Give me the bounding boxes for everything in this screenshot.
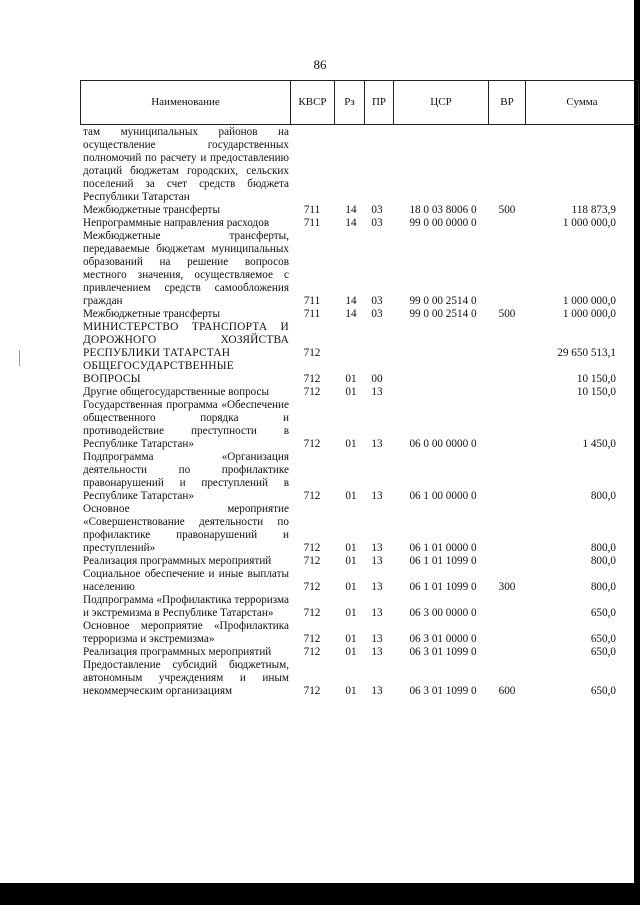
row-name: Государственная программа «Обеспечение общественного порядка и противодействие преступности в Республике Татарстан»	[83, 399, 289, 450]
row-name: Реализация программных мероприятий	[83, 555, 272, 567]
row-vr: 300	[498, 581, 516, 593]
col-header-kvsr: КВСР	[290, 81, 334, 124]
row-kvsr: 712	[303, 386, 321, 398]
table-header	[80, 80, 639, 125]
row-rz: 01	[345, 373, 357, 385]
row-pr: 03	[371, 204, 383, 216]
col-header-vr: ВР	[488, 81, 525, 124]
row-rz: 01	[345, 555, 357, 567]
table-row	[0, 620, 640, 646]
row-pr: 03	[371, 295, 383, 307]
row-name: Подпрограмма «Профилактика терроризма и экстремизма в Республике Татарстан»	[83, 594, 289, 619]
table-row	[0, 568, 640, 594]
row-csr: 06 1 01 1099 0	[409, 555, 477, 567]
table-row	[0, 308, 640, 321]
row-pr: 13	[371, 555, 383, 567]
row-name: Непрограммные направления расходов	[83, 217, 270, 229]
table-row	[0, 204, 640, 217]
row-vr: 500	[498, 308, 516, 320]
table-row	[0, 594, 640, 620]
row-kvsr: 712	[303, 685, 321, 697]
row-kvsr: 712	[303, 542, 321, 554]
row-pr: 03	[371, 308, 383, 320]
row-rz: 14	[345, 308, 357, 320]
row-csr: 06 1 01 1099 0	[409, 581, 477, 593]
row-sum: 800,0	[590, 581, 616, 593]
row-pr: 13	[371, 386, 383, 398]
row-rz: 01	[345, 386, 357, 398]
table-row	[0, 360, 640, 386]
table-row	[0, 217, 640, 230]
row-csr: 99 0 00 0000 0	[409, 217, 477, 229]
row-pr: 00	[371, 373, 383, 385]
row-sum: 800,0	[590, 555, 616, 567]
table-row	[0, 399, 640, 451]
row-pr: 13	[371, 490, 383, 502]
table-row	[0, 126, 640, 204]
row-rz: 01	[345, 542, 357, 554]
col-header-sum: Сумма	[525, 81, 639, 124]
row-kvsr: 712	[303, 490, 321, 502]
row-rz: 01	[345, 685, 357, 697]
row-csr: 99 0 00 2514 0	[409, 295, 477, 307]
row-sum: 800,0	[590, 542, 616, 554]
row-kvsr: 711	[303, 204, 321, 216]
table-row	[0, 386, 640, 399]
table-body	[0, 126, 640, 698]
scan-edge-bottom	[0, 883, 640, 905]
row-csr: 06 3 01 1099 0	[409, 646, 477, 658]
row-rz: 01	[345, 646, 357, 658]
row-csr: 06 1 01 0000 0	[409, 542, 477, 554]
row-rz: 01	[345, 490, 357, 502]
row-kvsr: 712	[303, 607, 321, 619]
row-rz: 14	[345, 204, 357, 216]
row-sum: 650,0	[590, 685, 616, 697]
row-name: Основное мероприятие «Профилактика терроризма и экстремизма»	[83, 620, 289, 645]
row-rz: 14	[345, 295, 357, 307]
table-row	[0, 646, 640, 659]
row-pr: 13	[371, 633, 383, 645]
table-row	[0, 321, 640, 360]
row-csr: 06 3 00 0000 0	[409, 607, 477, 619]
row-sum: 800,0	[590, 490, 616, 502]
row-name: ОБЩЕГОСУДАРСТВЕННЫЕ ВОПРОСЫ	[83, 360, 234, 385]
row-rz: 01	[345, 633, 357, 645]
row-pr: 13	[371, 438, 383, 450]
row-kvsr: 712	[303, 347, 321, 359]
row-sum: 1 450,0	[582, 438, 616, 450]
table-row	[0, 555, 640, 568]
row-rz: 01	[345, 607, 357, 619]
col-header-pr: ПР	[364, 81, 393, 124]
row-name: Межбюджетные трансферты	[83, 204, 220, 216]
row-vr: 500	[498, 204, 516, 216]
row-rz: 01	[345, 581, 357, 593]
row-name: Социальное обеспечение и иные выплаты населению	[83, 568, 289, 593]
row-kvsr: 711	[303, 308, 321, 320]
row-csr: 06 3 01 0000 0	[409, 633, 477, 645]
row-csr: 06 0 00 0000 0	[409, 438, 477, 450]
row-sum: 650,0	[590, 633, 616, 645]
row-name: Предоставление субсидий бюджетным, автономным учреждениям и иным некоммерческим организациям	[83, 659, 289, 697]
row-kvsr: 712	[303, 555, 321, 567]
row-pr: 13	[371, 646, 383, 658]
row-rz: 01	[345, 438, 357, 450]
table-row	[0, 451, 640, 503]
row-kvsr: 712	[303, 581, 321, 593]
row-sum: 1 000 000,0	[562, 295, 616, 307]
row-name: Основное мероприятие «Совершенствование деятельности по профилактике правонарушений и преступлений»	[83, 503, 289, 554]
row-sum: 650,0	[590, 607, 616, 619]
row-pr: 13	[371, 542, 383, 554]
col-header-name: Наименование	[80, 81, 290, 124]
row-pr: 13	[371, 581, 383, 593]
row-rz: 14	[345, 217, 357, 229]
row-sum: 10 150,0	[576, 386, 616, 398]
row-name: там муниципальных районов на осуществление государственных полномочий по расчету и предоставлению дотаций бюджетам городских, сельских поселений за счет средств бюджета Республики Татарстан	[83, 126, 289, 203]
row-sum: 118 873,9	[571, 204, 616, 216]
table-row	[0, 659, 640, 698]
row-pr: 13	[371, 607, 383, 619]
col-header-rz: Рз	[334, 81, 364, 124]
row-kvsr: 712	[303, 438, 321, 450]
row-name: Подпрограмма «Организация деятельности по профилактике правонарушений и преступлений в Республике Татарстан»	[83, 451, 289, 502]
row-kvsr: 711	[303, 217, 321, 229]
row-pr: 03	[371, 217, 383, 229]
row-csr: 06 1 00 0000 0	[409, 490, 477, 502]
row-csr: 06 3 01 1099 0	[409, 685, 477, 697]
row-csr: 99 0 00 2514 0	[409, 308, 477, 320]
row-name: Межбюджетные трансферты	[83, 308, 220, 320]
row-csr: 18 0 03 8006 0	[409, 204, 477, 216]
table-row	[0, 230, 640, 308]
row-name: Другие общегосударственные вопросы	[83, 386, 270, 398]
table-row	[0, 503, 640, 555]
row-sum: 1 000 000,0	[562, 217, 616, 229]
row-name: МИНИСТЕРСТВО ТРАНСПОРТА И ДОРОЖНОГО ХОЗЯЙСТВА РЕСПУБЛИКИ ТАТАРСТАН	[83, 321, 289, 359]
row-kvsr: 712	[303, 646, 321, 658]
row-kvsr: 712	[303, 373, 321, 385]
row-sum: 650,0	[590, 646, 616, 658]
row-pr: 13	[371, 685, 383, 697]
page-number: 86	[313, 57, 327, 72]
row-kvsr: 712	[303, 633, 321, 645]
row-sum: 29 650 513,1	[557, 347, 616, 359]
row-sum: 10 150,0	[576, 373, 616, 385]
row-sum: 1 000 000,0	[562, 308, 616, 320]
row-vr: 600	[498, 685, 516, 697]
row-kvsr: 711	[303, 295, 321, 307]
row-name: Реализация программных мероприятий	[83, 646, 272, 658]
col-header-csr: ЦСР	[393, 81, 488, 124]
row-name: Межбюджетные трансферты, передаваемые бюджетам муниципальных образований на решение вопросов местного значения, осуществляемое с привлечением средств самообложения граждан	[83, 230, 289, 307]
